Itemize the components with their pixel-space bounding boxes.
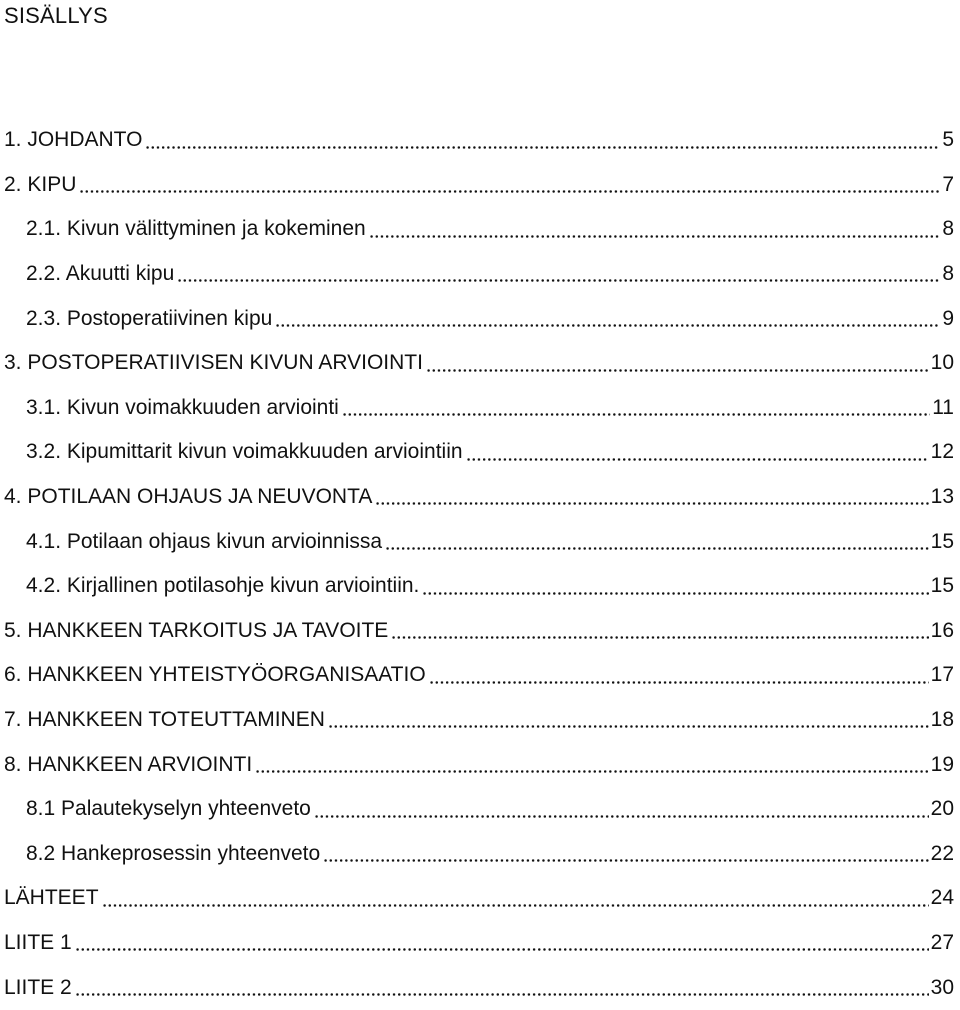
toc-entry-page-number: 13 (930, 485, 954, 509)
toc-entry-page-number: 16 (930, 618, 954, 642)
dot-leader (75, 948, 929, 951)
toc-entry-title: 4.2. Kirjallinen potilasohje kivun arviointiin. (26, 574, 420, 598)
dot-leader (145, 146, 940, 149)
toc-entry-page-number: 15 (930, 574, 954, 598)
toc-entry[interactable] (0, 519, 960, 564)
toc-entry-page-number: 9 (942, 306, 954, 330)
toc-entry-title: LIITE 1 (4, 930, 72, 954)
toc-entry-page-number: 5 (942, 128, 954, 152)
toc-entry-page-number: 7 (942, 172, 954, 196)
toc-entry-title: LÄHTEET (4, 886, 99, 910)
toc-entry[interactable] (0, 742, 960, 787)
toc-entry-title: 7. HANKKEEN TOTEUTTAMINEN (4, 708, 325, 732)
toc-entry-title: LIITE 2 (4, 975, 72, 999)
toc-entry-title: 8.1 Palautekyselyn yhteenveto (26, 797, 311, 821)
toc-entry-page-number: 20 (930, 797, 954, 821)
dot-leader (275, 324, 940, 327)
toc-entry[interactable] (0, 430, 960, 475)
toc-entry-title: 5. HANKKEEN TARKOITUS JA TAVOITE (4, 618, 389, 642)
toc-entry-title: 1. JOHDANTO (4, 128, 143, 152)
toc-entry[interactable] (0, 965, 960, 1010)
dot-leader (177, 279, 940, 282)
toc-entry-page-number: 19 (930, 752, 954, 776)
toc-entry-title: 4. POTILAAN OHJAUS JA NEUVONTA (4, 485, 373, 509)
toc-entry-title: 2.3. Postoperatiivinen kipu (26, 306, 273, 330)
toc-entry-title: 2.2. Akuutti kipu (26, 262, 175, 286)
dot-leader (426, 369, 929, 372)
toc-entry-page-number: 8 (942, 217, 954, 241)
toc-entry-page-number: 12 (930, 440, 954, 464)
toc-entry[interactable] (0, 341, 960, 386)
toc-entry[interactable] (0, 698, 960, 743)
toc-entry[interactable] (0, 787, 960, 832)
dot-leader (255, 770, 928, 773)
toc-entry[interactable] (0, 609, 960, 654)
toc-entry-title: 2. KIPU (4, 172, 77, 196)
toc-entry-title: 6. HANKKEEN YHTEISTYÖORGANISAATIO (4, 663, 426, 687)
toc-entry-page-number: 24 (930, 886, 954, 910)
toc-entry[interactable] (0, 252, 960, 297)
toc-entry[interactable] (0, 876, 960, 921)
dot-leader (314, 815, 929, 818)
toc-entry[interactable] (0, 296, 960, 341)
page-title: SISÄLLYS (4, 3, 108, 28)
toc-entry-title: 4.1. Potilaan ohjaus kivun arvioinnissa (26, 529, 383, 553)
dot-leader (75, 993, 929, 996)
toc-entry-page-number: 22 (930, 841, 954, 865)
toc-entry[interactable] (0, 386, 960, 431)
toc-entry[interactable] (0, 163, 960, 208)
dot-leader (375, 502, 928, 505)
dot-leader (342, 413, 930, 416)
dot-leader (422, 592, 928, 595)
dot-leader (79, 190, 940, 193)
dot-leader (369, 235, 941, 238)
toc-entry-page-number: 30 (930, 975, 954, 999)
toc-entry[interactable] (0, 564, 960, 609)
toc-entry[interactable] (0, 832, 960, 877)
dot-leader (385, 547, 929, 550)
dot-leader (102, 904, 929, 907)
dot-leader (323, 859, 928, 862)
toc-entry[interactable] (0, 475, 960, 520)
toc-entry-title: 8.2 Hankeprosessin yhteenveto (26, 841, 321, 865)
toc-entry-title: 2.1. Kivun välittyminen ja kokeminen (26, 217, 366, 241)
toc-entry-page-number: 18 (930, 708, 954, 732)
toc-entry[interactable] (0, 921, 960, 966)
toc-entry-page-number: 27 (930, 930, 954, 954)
dot-leader (328, 725, 929, 728)
toc-entry[interactable] (0, 653, 960, 698)
toc-entry-page-number: 10 (930, 351, 954, 375)
toc-entry-title: 3. POSTOPERATIIVISEN KIVUN ARVIOINTI (4, 351, 423, 375)
toc-entry-page-number: 8 (942, 262, 954, 286)
dot-leader (391, 636, 928, 639)
dot-leader (429, 681, 929, 684)
dot-leader (466, 458, 929, 461)
toc-entry-page-number: 15 (930, 529, 954, 553)
toc-entry[interactable] (0, 118, 960, 163)
toc-entry-page-number: 11 (932, 395, 954, 419)
toc-entry-title: 8. HANKKEEN ARVIOINTI (4, 752, 253, 776)
toc-entry[interactable] (0, 207, 960, 252)
toc-entry-title: 3.1. Kivun voimakkuuden arviointi (26, 395, 339, 419)
table-of-contents (0, 118, 960, 1010)
toc-entry-title: 3.2. Kipumittarit kivun voimakkuuden arviointiin (26, 440, 463, 464)
toc-entry-page-number: 17 (930, 663, 954, 687)
